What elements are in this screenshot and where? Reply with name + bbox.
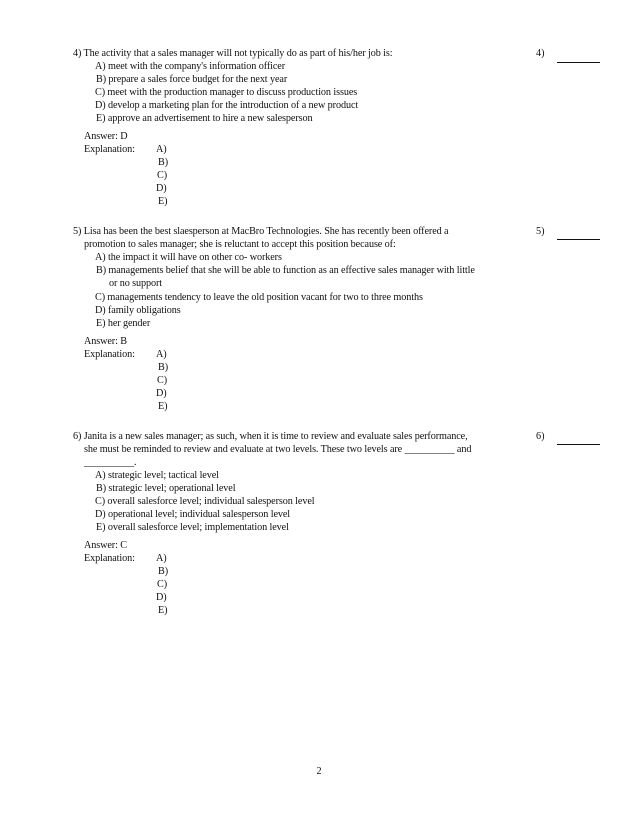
option-c: C) overall salesforce level; individual salesperson level [95,496,315,507]
explanation-letter: C) [157,170,167,181]
answer-line: Answer: B [84,336,127,347]
explanation-letter: D) [156,388,167,399]
question-number: 6) [536,431,545,442]
option-d: D) operational level; individual salesperson level [95,509,291,520]
explanation-letter: A) [156,349,167,360]
explanation-letter: A) [156,144,167,155]
option-b: B) strategic level; operational level [96,483,236,494]
explanation-label: Explanation: [84,553,135,564]
explanation-label: Explanation: [84,349,135,360]
explanation-letter: E) [158,401,168,412]
explanation-letter: E) [158,196,168,207]
option-d: D) family obligations [95,305,181,316]
question-number: 4) [536,48,545,59]
option-e: E) her gender [96,318,151,329]
option-c: C) managements tendency to leave the old position vacant for two to three months [95,292,423,303]
question-stem-continued: she must be reminded to review and evaluate at two levels. These two levels are __________ and [84,444,472,455]
question-stem: 5) Lisa has been the best slaesperson at MacBro Technologies. She has recently been offered a [73,226,449,237]
question-number: 5) [536,226,545,237]
answer-blank [557,52,600,63]
option-e: E) approve an advertisement to hire a new salesperson [96,113,313,124]
option-a: A) the impact it will have on other co- workers [95,252,282,263]
option-a: A) meet with the company's information officer [95,61,285,72]
option-b: B) prepare a sales force budget for the next year [96,74,288,85]
option-b: B) managements belief that she will be able to function as an effective sales manager with little [96,265,475,276]
explanation-letter: D) [156,183,167,194]
option-a: A) strategic level; tactical level [95,470,219,481]
question-stem: 6) Janita is a new sales manager; as such, when it is time to review and evaluate sales performance, [73,431,468,442]
page-number: 2 [316,766,322,777]
answer-blank [557,434,600,445]
question-stem: 4) The activity that a sales manager will not typically do as part of his/her job is: [73,48,393,59]
option-d: D) develop a marketing plan for the introduction of a new product [95,100,359,111]
option-e: E) overall salesforce level; implementation level [96,522,289,533]
explanation-letter: C) [157,375,167,386]
explanation-letter: D) [156,592,167,603]
explanation-letter: A) [156,553,167,564]
answer-line: Answer: C [84,540,127,551]
answer-line: Answer: D [84,131,128,142]
answer-blank [557,229,600,240]
explanation-letter: E) [158,605,168,616]
explanation-label: Explanation: [84,144,135,155]
explanation-letter: B) [158,157,168,168]
explanation-letter: B) [158,566,168,577]
option-b-continued: or no support [109,278,163,289]
explanation-letter: B) [158,362,168,373]
question-stem-continued: promotion to sales manager; she is reluctant to accept this position because of: [84,239,396,250]
explanation-letter: C) [157,579,167,590]
question-stem-continued: __________. [84,457,137,468]
option-c: C) meet with the production manager to discuss production issues [95,87,358,98]
